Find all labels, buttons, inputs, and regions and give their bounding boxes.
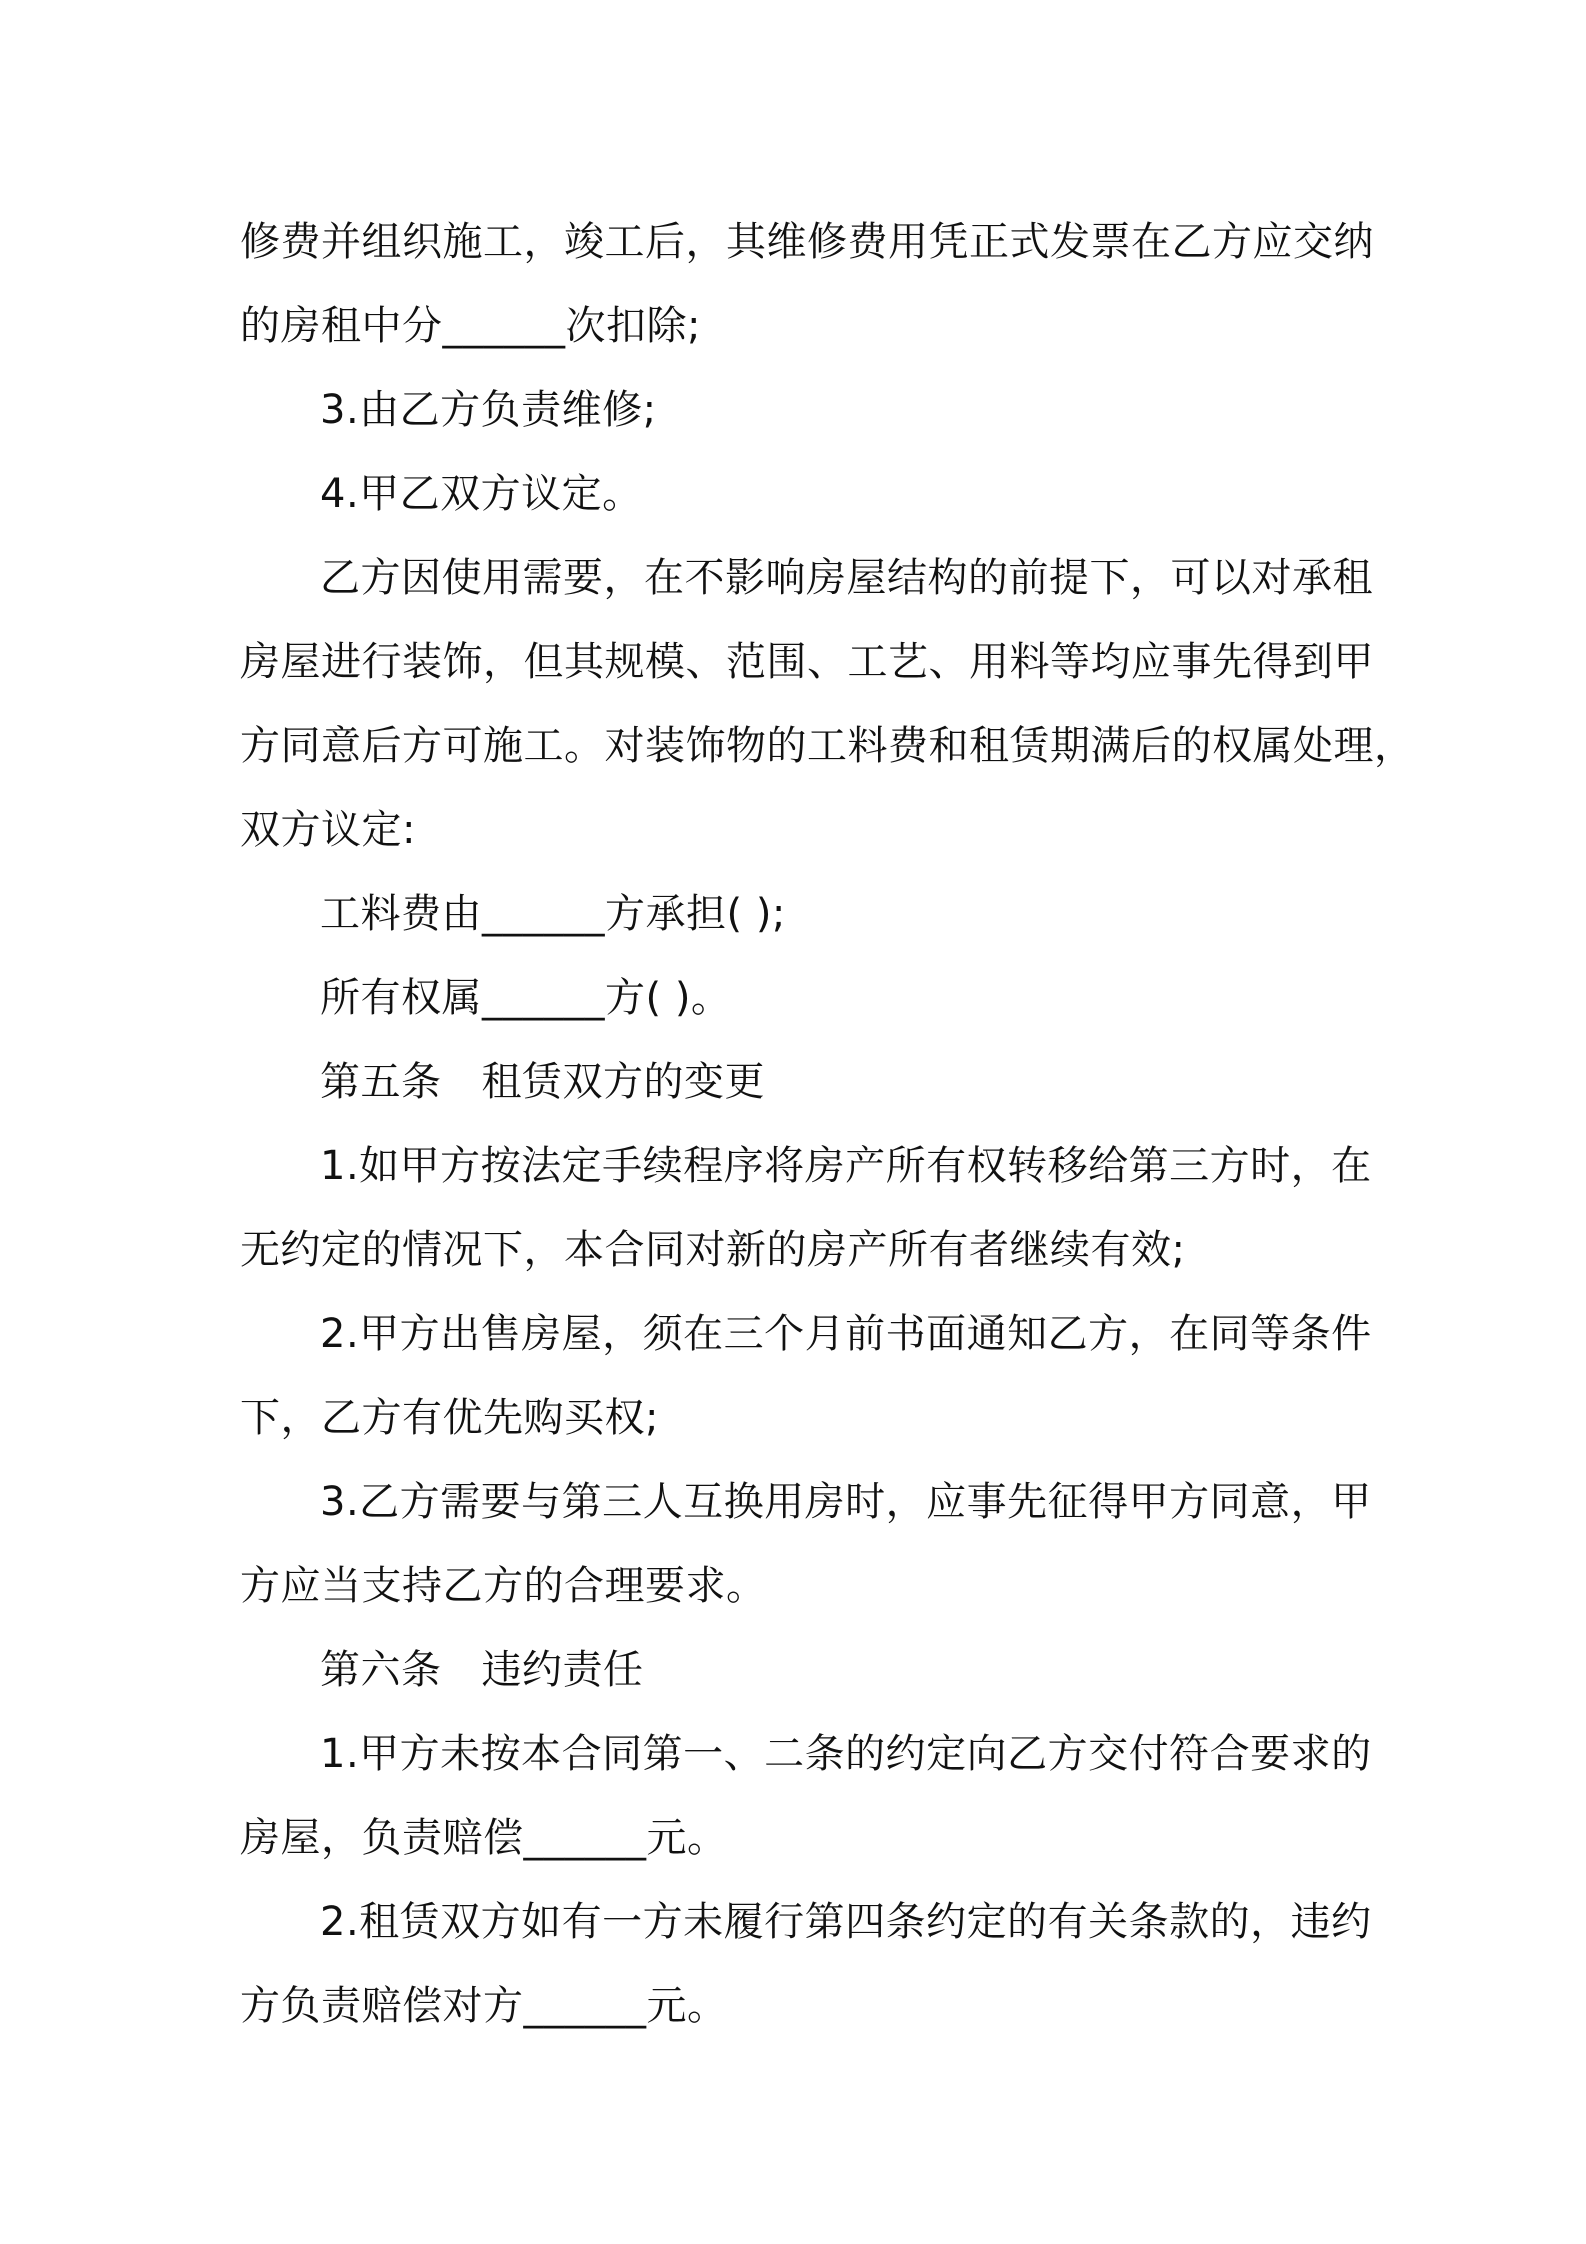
list-item: 2.租赁双方如有一方未履行第四条约定的有关条款的，违约 — [320, 1899, 1372, 1945]
paragraph-line: 修费并组织施工，竣工后，其维修费用凭正式发票在乙方应交纳 — [240, 219, 1374, 265]
article-heading — [240, 1040, 1360, 1124]
document-page — [240, 200, 1415, 2048]
paragraph-line: 双方议定: — [240, 807, 416, 853]
paragraph-line: 无约定的情况下，本合同对新的房产所有者继续有效; — [240, 1227, 1186, 1273]
article-heading — [240, 1628, 1360, 1712]
article-number: 第五条 — [320, 1059, 442, 1105]
paragraph-line: 乙方因使用需要，在不影响房屋结构的前提下，可以对承租 — [320, 555, 1373, 601]
article-number: 第六条 — [320, 1647, 442, 1693]
list-item: 4.甲乙双方议定。 — [320, 471, 643, 517]
list-item: 1.甲方未按本合同第一、二条的约定向乙方交付符合要求的 — [320, 1731, 1372, 1777]
paragraph-line: 的房租中分______次扣除; — [240, 303, 701, 349]
article-title: 违约责任 — [481, 1647, 644, 1693]
paragraph-line: 房屋进行装饰，但其规模、范围、工艺、用料等均应事先得到甲 — [240, 639, 1374, 685]
list-item: 3.由乙方负责维修; — [320, 387, 657, 433]
article-title: 租赁双方的变更 — [481, 1059, 765, 1105]
paragraph-line: 所有权属______方( )。 — [320, 975, 732, 1021]
paragraph-line: 下，乙方有优先购买权; — [240, 1395, 659, 1441]
paragraph-line: 房屋，负责赔偿______元。 — [240, 1815, 728, 1861]
paragraph-line: 方同意后方可施工。对装饰物的工料费和租赁期满后的权属处理， — [240, 723, 1415, 769]
list-item: 3.乙方需要与第三人互换用房时，应事先征得甲方同意，甲 — [320, 1479, 1372, 1525]
paragraph-line: 工料费由______方承担( ); — [320, 891, 786, 937]
list-item: 2.甲方出售房屋，须在三个月前书面通知乙方，在同等条件 — [320, 1311, 1372, 1357]
list-item: 1.如甲方按法定手续程序将房产所有权转移给第三方时，在 — [320, 1143, 1372, 1189]
paragraph-line: 方应当支持乙方的合理要求。 — [240, 1563, 767, 1609]
paragraph-line: 方负责赔偿对方______元。 — [240, 1983, 728, 2029]
